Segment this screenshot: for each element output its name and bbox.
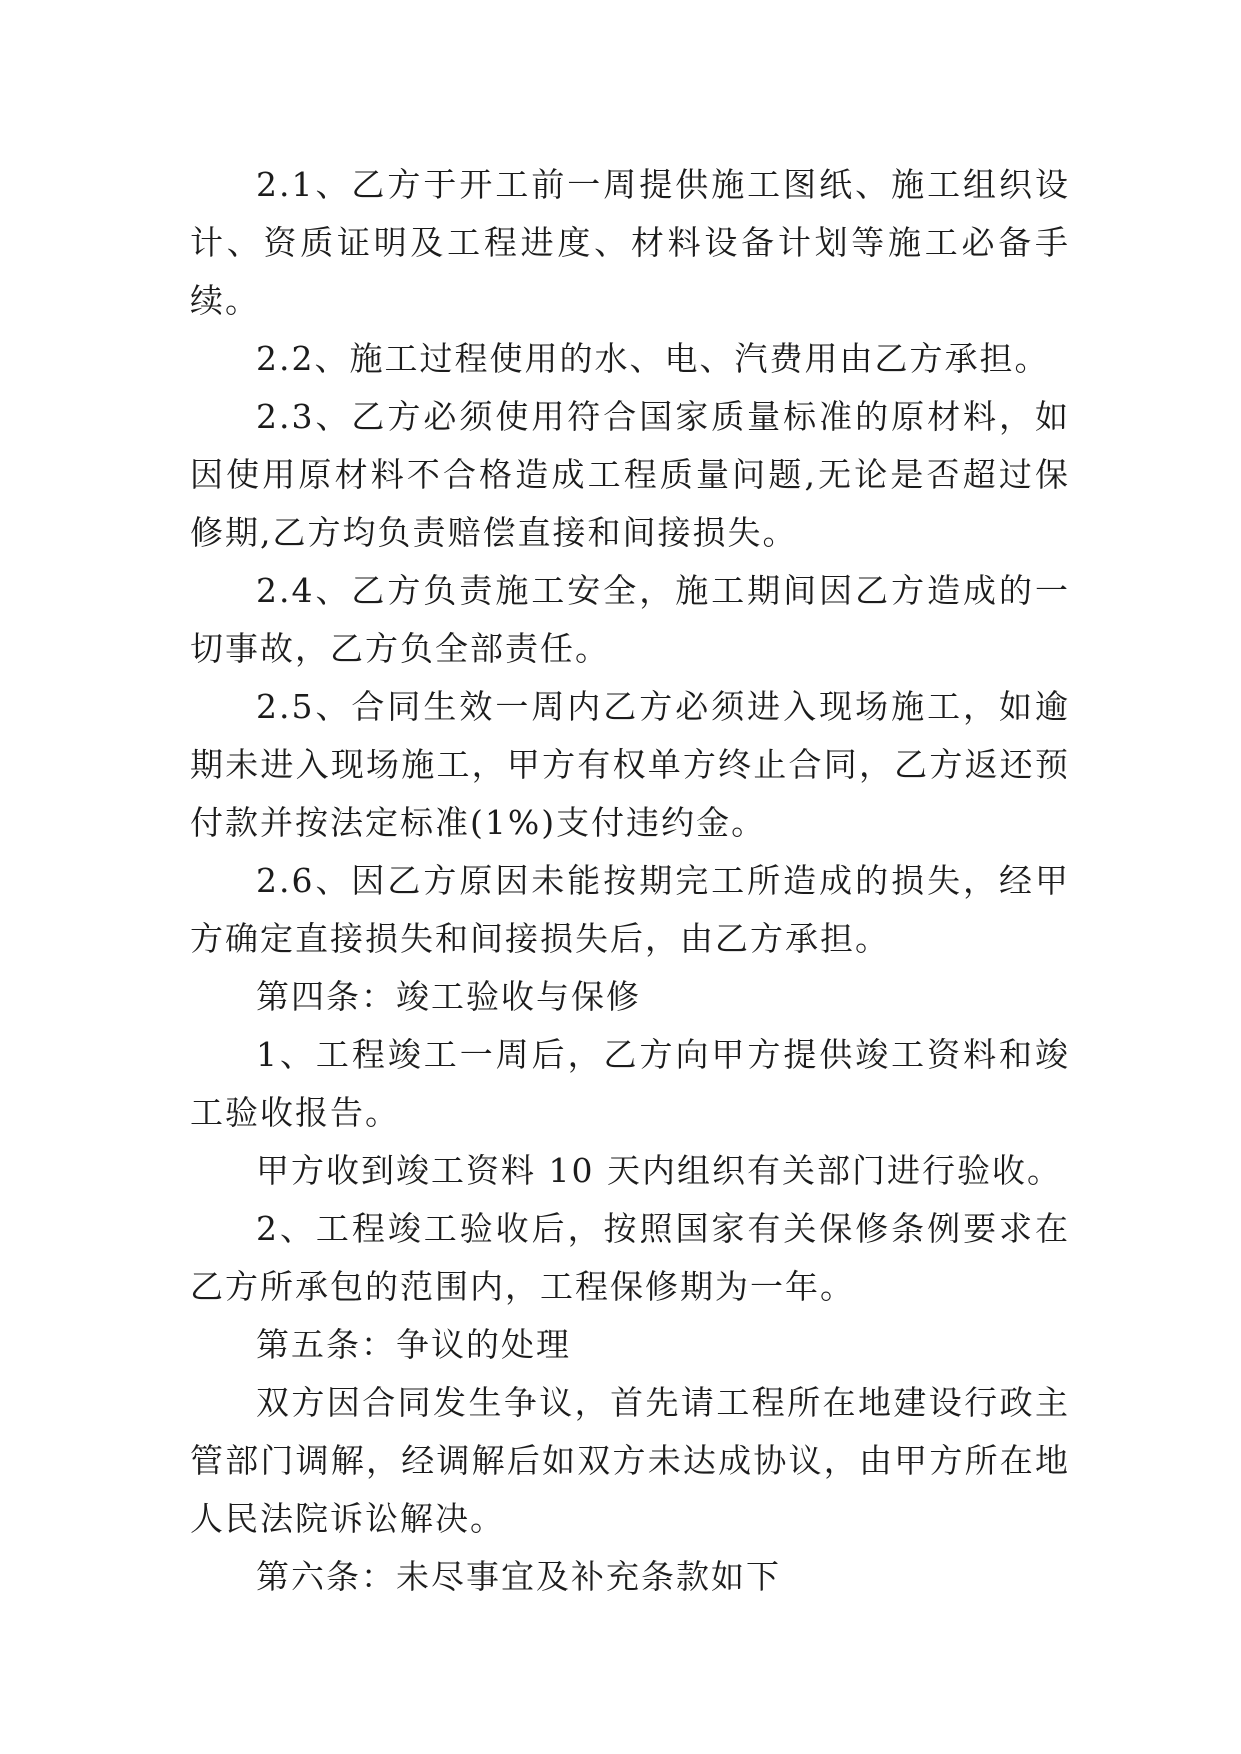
clause-4-1-inspection: 甲方收到竣工资料 10 天内组织有关部门进行验收。 — [256, 1151, 1062, 1190]
article-5-heading: 第五条：争议的处理 — [256, 1325, 571, 1364]
clause-2-5: 2.5、合同生效一周内乙方必须进入现场施工，如逾期未进入现场施工，甲方有权单方终止合同，乙方返还预付款并按法定标准(1%)支付违约金。 — [190, 687, 1070, 842]
document-body — [190, 156, 1070, 1606]
clause-5-body: 双方因合同发生争议，首先请工程所在地建设行政主管部门调解，经调解后如双方未达成协议，由甲方所在地人民法院诉讼解决。 — [190, 1383, 1070, 1538]
article-6-heading: 第六条：未尽事宜及补充条款如下 — [256, 1557, 781, 1596]
clause-2-4: 2.4、乙方负责施工安全，施工期间因乙方造成的一切事故，乙方负全部责任。 — [190, 571, 1070, 668]
article-4-heading: 第四条：竣工验收与保修 — [256, 977, 641, 1016]
clause-4-2: 2、工程竣工验收后，按照国家有关保修条例要求在乙方所承包的范围内，工程保修期为一年。 — [190, 1209, 1070, 1306]
clause-2-2: 2.2、施工过程使用的水、电、汽费用由乙方承担。 — [256, 339, 1050, 378]
clause-2-6: 2.6、因乙方原因未能按期完工所造成的损失，经甲方确定直接损失和间接损失后，由乙方承担。 — [190, 861, 1070, 958]
clause-2-1: 2.1、乙方于开工前一周提供施工图纸、施工组织设计、资质证明及工程进度、材料设备计划等施工必备手续。 — [190, 165, 1070, 320]
clause-4-1: 1、工程竣工一周后，乙方向甲方提供竣工资料和竣工验收报告。 — [190, 1035, 1070, 1132]
clause-2-3: 2.3、乙方必须使用符合国家质量标准的原材料，如因使用原材料不合格造成工程质量问题,无论是否超过保修期,乙方均负责赔偿直接和间接损失。 — [190, 397, 1070, 552]
